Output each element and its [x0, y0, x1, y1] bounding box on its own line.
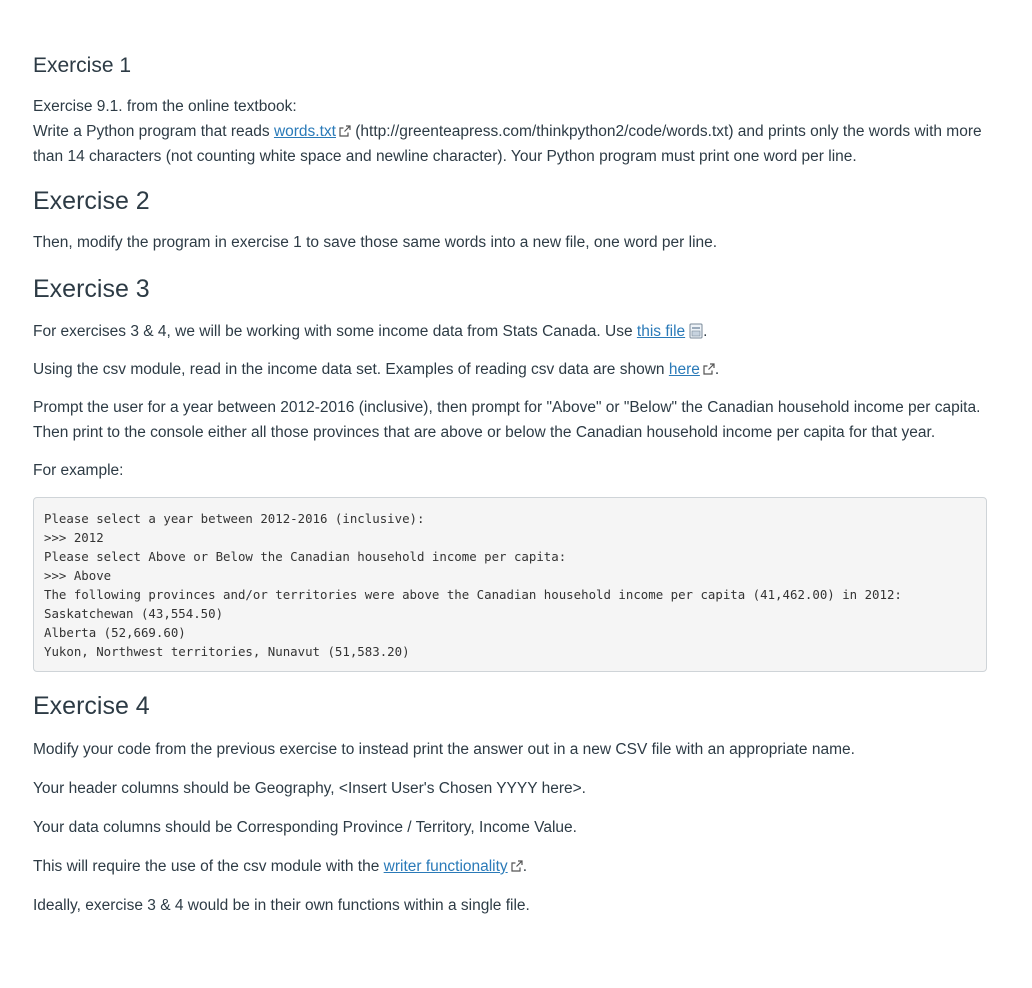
exercise-1-text-start: Write a Python program that reads [33, 123, 274, 140]
code-line: >>> Above [44, 568, 112, 583]
code-line: Alberta (52,669.60) [44, 625, 186, 640]
exercise-3-p2-period: . [714, 361, 720, 378]
exercise-1-text-end: (http://greenteapress.com/thinkpython2/code/words.txt) and prints only the words with more than 14 characters (not counting white space and newline character). Your Python program must print one word per line. [33, 123, 982, 165]
code-line: Saskatchewan (43,554.50) [44, 606, 224, 621]
exercise-4-heading: Exercise 4 [33, 692, 150, 720]
code-line: Please select Above or Below the Canadian household income per capita: [44, 549, 567, 564]
here-link[interactable]: here [668, 361, 700, 378]
exercise-1-intro: Exercise 9.1. from the online textbook: [33, 98, 297, 115]
exercise-1-heading: Exercise 1 [33, 54, 132, 77]
exercise-4-paragraph-1: Modify your code from the previous exercise to instead print the answer out in a new CSV file with an appropriate name. [33, 741, 855, 758]
example-output-code-block [33, 497, 987, 672]
exercise-4-paragraph-5: Ideally, exercise 3 & 4 would be in their own functions within a single file. [33, 897, 530, 914]
code-line: Please select a year between 2012-2016 (inclusive): [44, 511, 425, 526]
exercise-3-p1-text: For exercises 3 & 4, we will be working with some income data from Stats Canada. Use [33, 323, 637, 340]
external-link-icon [339, 125, 351, 137]
exercise-3-heading: Exercise 3 [33, 275, 150, 303]
exercise-2-description: Then, modify the program in exercise 1 to save those same words into a new file, one word per line. [33, 234, 718, 251]
words-txt-link[interactable]: words.txt [273, 123, 336, 140]
exercise-4-p4-text: This will require the use of the csv module with the [33, 858, 384, 875]
code-line: Yukon, Northwest territories, Nunavut (51,583.20) [44, 644, 410, 659]
file-icon[interactable] [689, 323, 703, 339]
exercise-4-paragraph-2: Your header columns should be Geography, <Insert User's Chosen YYYY here>. [33, 780, 586, 797]
code-line: >>> 2012 [44, 530, 104, 545]
external-link-icon [511, 860, 523, 872]
exercise-3-paragraph-2 [33, 357, 993, 382]
exercise-4-paragraph-4 [33, 854, 993, 879]
assignment-content [33, 52, 993, 918]
exercise-4-paragraph-3: Your data columns should be Corresponding Province / Territory, Income Value. [33, 819, 577, 836]
exercise-3-p2-text: Using the csv module, read in the income data set. Examples of reading csv data are shown [33, 361, 669, 378]
exercise-3-paragraph-4: For example: [33, 462, 124, 479]
exercise-3-paragraph-1 [33, 319, 993, 344]
exercise-1-description [33, 119, 993, 169]
exercise-3-paragraph-3: Prompt the user for a year between 2012-2016 (inclusive), then prompt for "Above" or "Below" the Canadian household income per capita. Then print to the console either all those provinces that are above or below the Canadian household income per capita for that year. [33, 399, 981, 441]
exercise-3-p1-period: . [703, 323, 708, 340]
exercise-2-heading: Exercise 2 [33, 187, 150, 215]
writer-functionality-link[interactable]: writer functionality [383, 858, 508, 875]
this-file-link[interactable]: this file [636, 323, 686, 340]
code-line: The following provinces and/or territories were above the Canadian household income per capita (41,462.00) in 2012: [44, 587, 902, 602]
external-link-icon [703, 363, 715, 375]
exercise-4-p4-period: . [522, 858, 527, 875]
